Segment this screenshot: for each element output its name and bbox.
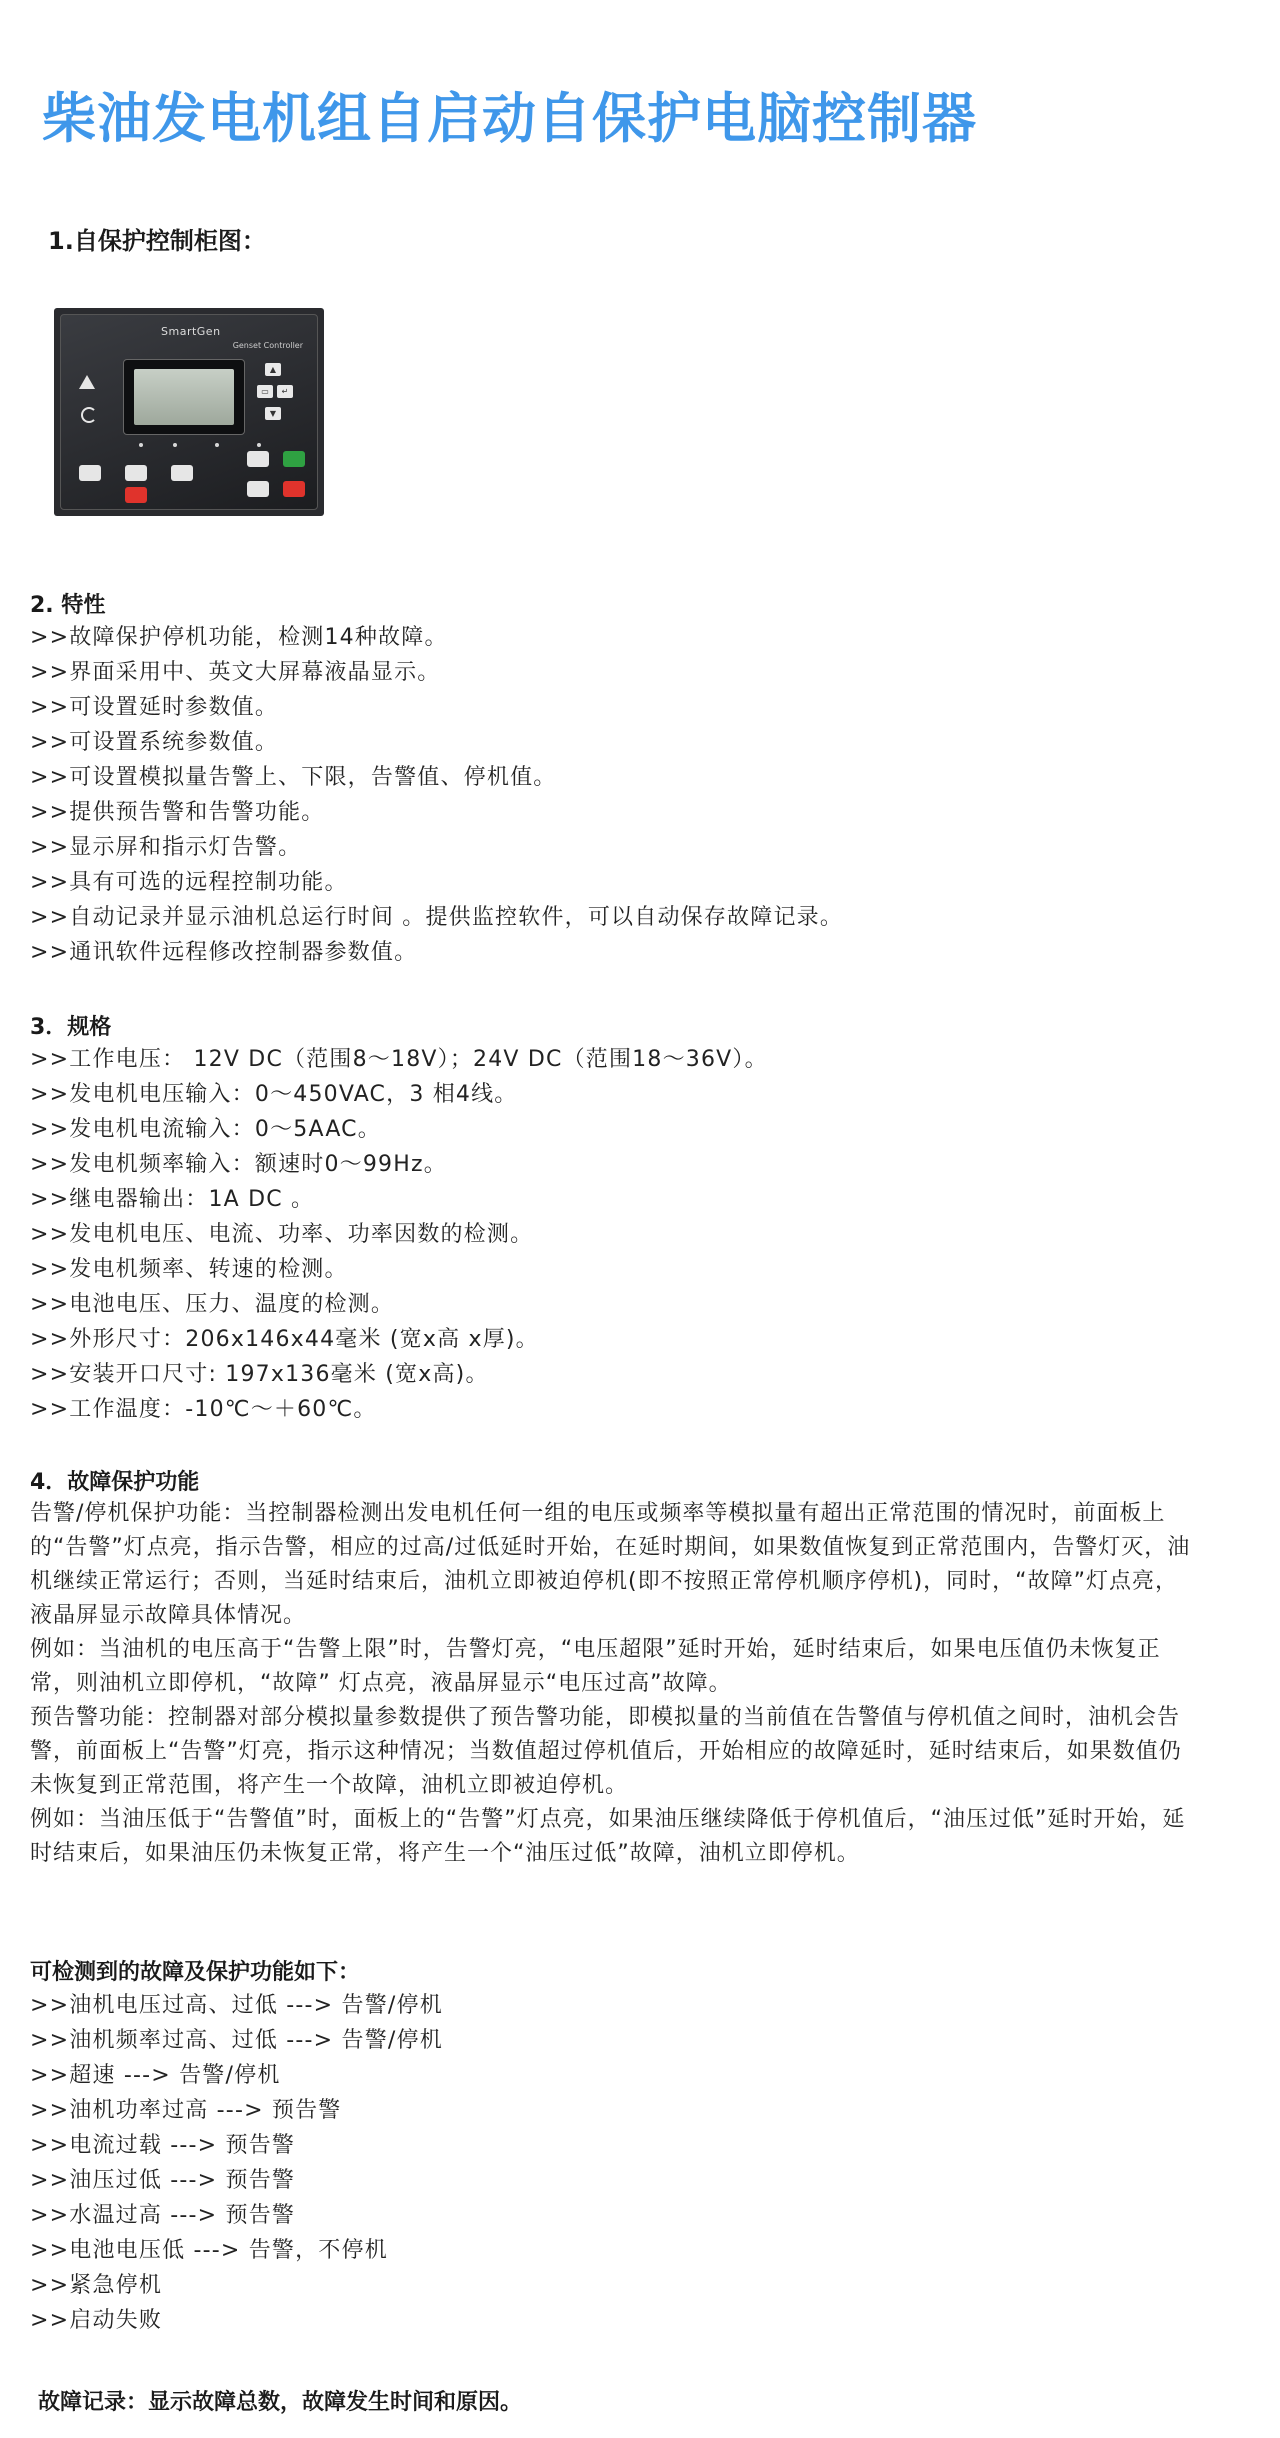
list-item: >>发电机电压、电流、功率、功率因数的检测。 — [30, 1222, 534, 1247]
list-item: >>提供预告警和告警功能。 — [30, 800, 325, 825]
down-arrow-icon: ▼ — [265, 407, 281, 420]
list-item: >>通讯软件远程修改控制器参数值。 — [30, 940, 418, 965]
controller-photo — [54, 308, 324, 516]
list-item: >>显示屏和指示灯告警。 — [30, 835, 302, 860]
list-item: >>电池电压、压力、温度的检测。 — [30, 1292, 395, 1317]
enter-key-icon: ↵ — [277, 385, 293, 398]
list-item: >>故障保护停机功能，检测14种故障。 — [30, 625, 448, 650]
protection-description — [30, 1497, 1200, 1871]
warning-triangle-icon — [79, 375, 95, 389]
fault-list — [30, 1988, 443, 2338]
features-list — [30, 620, 843, 970]
lcd-screen — [123, 359, 245, 435]
fault-list-heading: 可检测到的故障及保护功能如下： — [30, 1960, 361, 1985]
list-item: >>油机功率过高 ---> 预告警 — [30, 2098, 342, 2123]
auto-key-icon — [247, 451, 269, 467]
specs-list — [30, 1042, 768, 1427]
stop-key-icon — [125, 487, 147, 503]
section4-heading: 4．故障保护功能 — [30, 1470, 200, 1495]
section2-heading: 2. 特性 — [30, 593, 106, 618]
controller-model: Genset Controller — [232, 341, 303, 350]
paragraph: 例如：当油压低于“告警值”时，面板上的“告警”灯点亮，如果油压继续降低于停机值后，“油压过低”延时开始，延时结束后，如果油压仍未恢复正常，将产生一个“油压过低”故障，油机立即停机。 — [30, 1807, 1186, 1866]
list-item: >>界面采用中、英文大屏幕液晶显示。 — [30, 660, 441, 685]
list-item: >>紧急停机 — [30, 2273, 163, 2298]
list-item: >>继电器输出：1A DC 。 — [30, 1187, 315, 1212]
up-arrow-icon: ▲ — [265, 363, 281, 376]
close-key-icon — [125, 465, 147, 481]
start-key-icon — [283, 451, 305, 467]
list-item: >>电池电压低 ---> 告警，不停机 — [30, 2238, 388, 2263]
list-item: >>发电机频率、转速的检测。 — [30, 1257, 348, 1282]
list-item: >>启动失败 — [30, 2308, 163, 2333]
list-item: >>工作温度：-10℃～＋60℃。 — [30, 1397, 377, 1422]
list-item: >>发电机电压输入：0～450VAC，3 相4线。 — [30, 1082, 518, 1107]
list-item: >>可设置模拟量告警上、下限，告警值、停机值。 — [30, 765, 557, 790]
controller-brand: SmartGen — [161, 325, 221, 338]
paragraph: 例如：当油机的电压高于“告警上限”时，告警灯亮，“电压超限”延时开始，延时结束后，如果电压值仍未恢复正常，则油机立即停机，“故障” 灯点亮，液晶屏显示“电压过高”故障。 — [30, 1637, 1161, 1696]
list-item: >>电流过载 ---> 预告警 — [30, 2133, 296, 2158]
section3-heading: 3．规格 — [30, 1015, 112, 1040]
list-item: >>发电机频率输入：额速时0～99Hz。 — [30, 1152, 447, 1177]
list-item: >>水温过高 ---> 预告警 — [30, 2203, 296, 2228]
menu-key-icon: ▭ — [257, 385, 273, 398]
manual-key-icon — [247, 481, 269, 497]
section1-heading: 1.自保护控制柜图： — [48, 227, 266, 255]
open-key-icon — [171, 465, 193, 481]
list-item: >>自动记录并显示油机总运行时间 。提供监控软件，可以自动保存故障记录。 — [30, 905, 844, 930]
list-item: >>超速 ---> 告警/停机 — [30, 2063, 281, 2088]
list-item: >>安装开口尺寸: 197x136毫米 (宽x高)。 — [30, 1362, 489, 1387]
list-item: >>油压过低 ---> 预告警 — [30, 2168, 296, 2193]
list-item: >>油机频率过高、过低 ---> 告警/停机 — [30, 2028, 443, 2053]
list-item: >>具有可选的远程控制功能。 — [30, 870, 348, 895]
list-item: >>可设置系统参数值。 — [30, 730, 279, 755]
page-title: 柴油发电机组自启动自保护电脑控制器 — [42, 87, 977, 150]
list-item: >>外形尺寸：206x146x44毫米 (宽x高 x厚)。 — [30, 1327, 539, 1352]
load-key-icon — [79, 465, 101, 481]
list-item: >>可设置延时参数值。 — [30, 695, 279, 720]
reset-key-icon — [283, 481, 305, 497]
paragraph: 预告警功能：控制器对部分模拟量参数提供了预告警功能，即模拟量的当前值在告警值与停机值之间时，油机会告警，前面板上“告警”灯亮，指示这种情况；当数值超过停机值后，开始相应的故障延时，延时结束后，如果数值仍未恢复到正常范围，将产生一个故障，油机立即被迫停机。 — [30, 1705, 1182, 1798]
list-item: >>工作电压： 12V DC（范围8～18V）；24V DC（范围18～36V）。 — [30, 1047, 768, 1072]
status-sync-icon — [81, 407, 97, 423]
paragraph: 告警/停机保护功能：当控制器检测出发电机任何一组的电压或频率等模拟量有超出正常范围的情况时，前面板上的“告警”灯点亮，指示告警，相应的过高/过低延时开始，在延时期间，如果数值恢复到正常范围内，告警灯灭，油机继续正常运行；否则，当延时结束后，油机立即被迫停机(即不按照正常停机顺序停机)，同时，“故障”灯点亮，液晶屏显示故障具体情况。 — [30, 1501, 1191, 1628]
fault-record-note: 故障记录：显示故障总数，故障发生时间和原因。 — [38, 2390, 523, 2415]
list-item: >>油机电压过高、过低 ---> 告警/停机 — [30, 1993, 443, 2018]
list-item: >>发电机电流输入：0～5AAC。 — [30, 1117, 381, 1142]
